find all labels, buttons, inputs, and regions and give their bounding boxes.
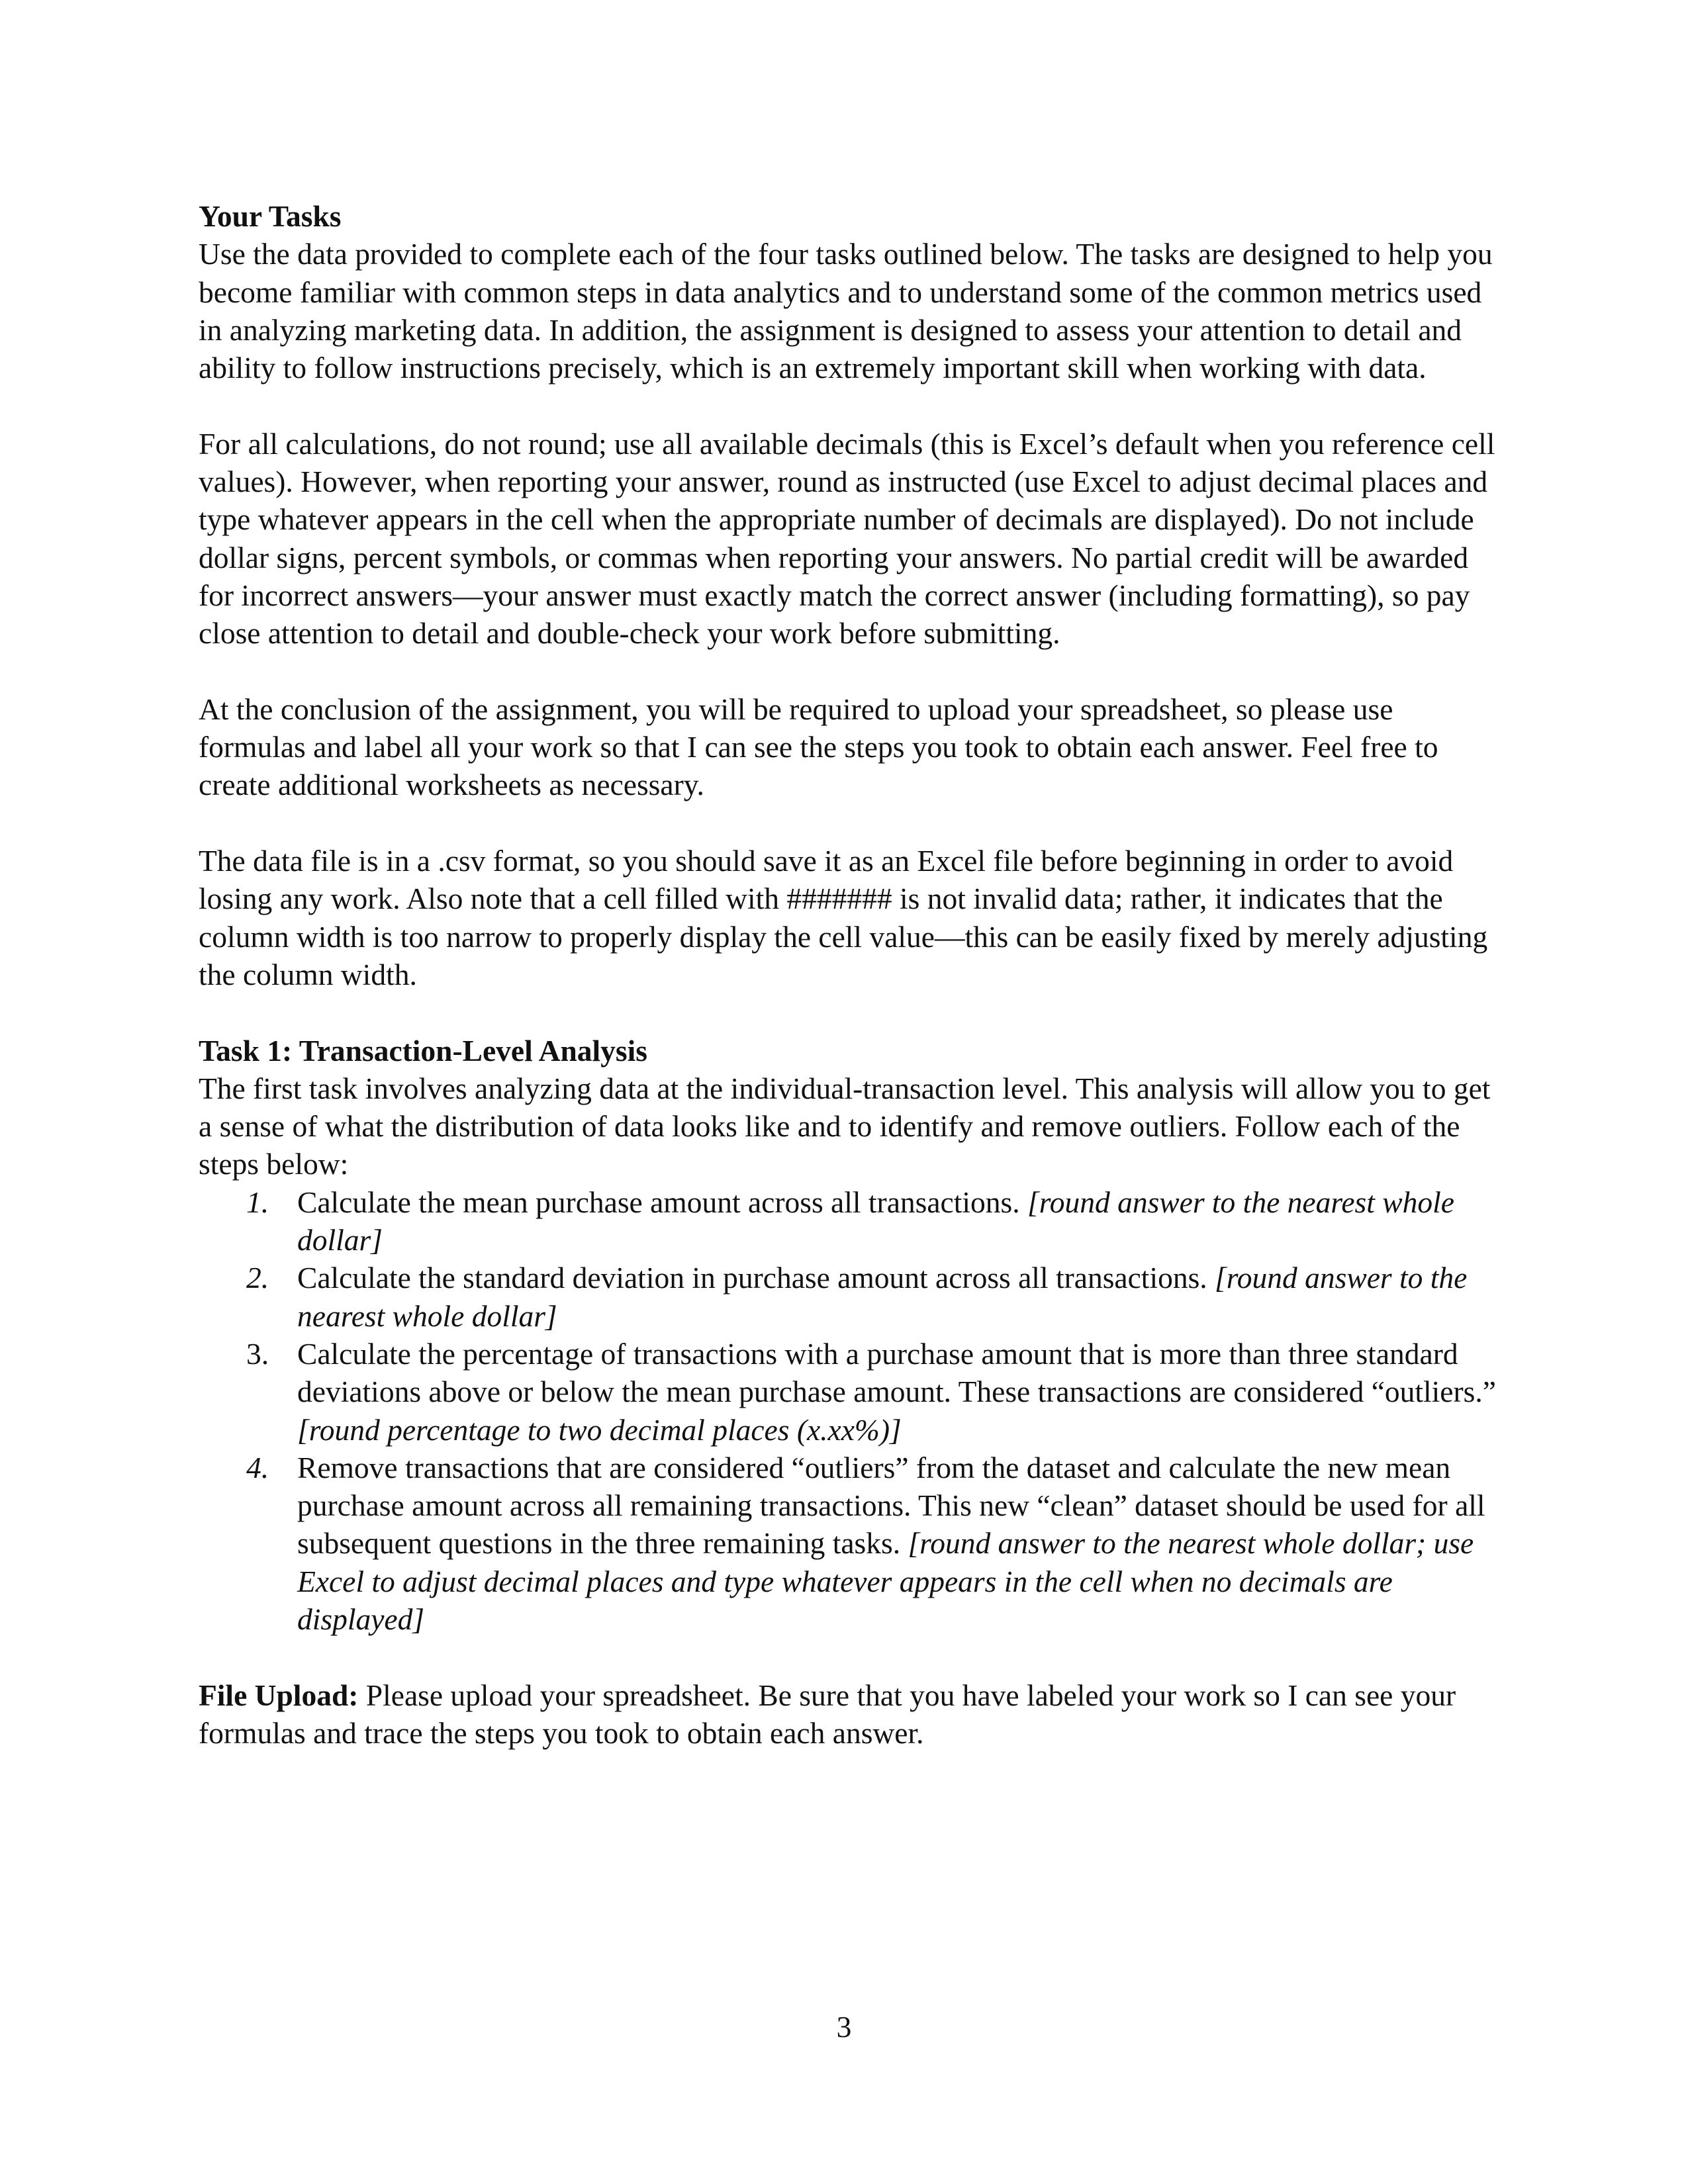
step-text: Remove transactions that are considered “outliers” from the dataset and calculate the new mean purchase amount across all remaining transactions. This new “clean” dataset should be used for all subsequent questions in the three remaining tasks. [297,1450,1485,1561]
file-upload-text: Please upload your spreadsheet. Be sure that you have labeled your work so I can see your formulas and trace the steps you took to obtain each answer. [199,1678,1456,1750]
task1-heading: Task 1: Transaction-Level Analysis [199,1033,647,1068]
step-instruction: [round answer to the nearest whole dollar; use Excel to adjust decimal places and type whatever appears in the cell when no decimals are displayed] [297,1526,1474,1636]
step-instruction: [round answer to the nearest whole dollar] [297,1261,1468,1333]
step-instruction: [round answer to the nearest whole dollar] [297,1185,1454,1257]
paragraph-rounding: For all calculations, do not round; use all available decimals (this is Excel’s default when you reference cell values). However, when reporting your answer, round as instructed (use Excel to adjust decimal places and type whatever appears in the cell when the appropriate number of decimals are displayed). Do not include dollar signs, percent symbols, or commas when reporting your answers. No partial credit will be awarded for incorrect answers—your answer must exactly match the correct answer (including formatting), so pay close attention to detail and double-check your work before submitting. [199,426,1495,651]
page-number: 3 [836,2010,852,2044]
task1-intro: The first task involves analyzing data at the individual-transaction level. This analysis will allow you to get a sense of what the distribution of data looks like and to identify and remove outliers. Follow each of the steps below: [199,1071,1491,1181]
step-number: 2. [246,1261,269,1295]
step-number: 3. [246,1336,269,1371]
step-text: Calculate the mean purchase amount across all transactions. [297,1185,1027,1219]
paragraph-data-file: The data file is in a .csv format, so you should save it as an Excel file before beginning in order to avoid losing any work. Also note that a cell filled with ####### is not invalid data; rather, it indicates that the column width is too narrow to properly display the cell value—this can be easily fixed by merely adjusting the column width. [199,844,1488,991]
section-heading-your-tasks: Your Tasks [199,199,342,233]
step-instruction: [round percentage to two decimal places (x.xx%)] [297,1412,902,1447]
task1-step [199,1449,1496,1638]
paragraph-upload-notice: At the conclusion of the assignment, you will be required to upload your spreadsheet, so please use formulas and label all your work so that I can see the steps you took to obtain each answer. Feel free to create additional worksheets as necessary. [199,692,1438,802]
file-upload-label: File Upload: [199,1678,359,1712]
task1-step [199,1259,1496,1335]
step-text: Calculate the standard deviation in purchase amount across all transactions. [297,1261,1215,1295]
step-number: 4. [246,1450,269,1484]
document-body [199,197,1496,1790]
task1-step [199,1335,1496,1449]
step-text: Calculate the percentage of transactions with a purchase amount that is more than three standard deviations above or below the mean purchase amount. These transactions are considered “outliers.” [297,1336,1496,1409]
task1-step [199,1183,1496,1259]
paragraph-intro: Use the data provided to complete each of the four tasks outlined below. The tasks are designed to help you become familiar with common steps in data analytics and to understand some of the common metrics used in analyzing marketing data. In addition, the assignment is designed to assess your attention to detail and ability to follow instructions precisely, which is an extremely important skill when working with data. [199,237,1493,385]
task1-steps-list [199,1183,1496,1639]
step-number: 1. [246,1185,269,1219]
file-upload-paragraph [199,1676,1496,1752]
